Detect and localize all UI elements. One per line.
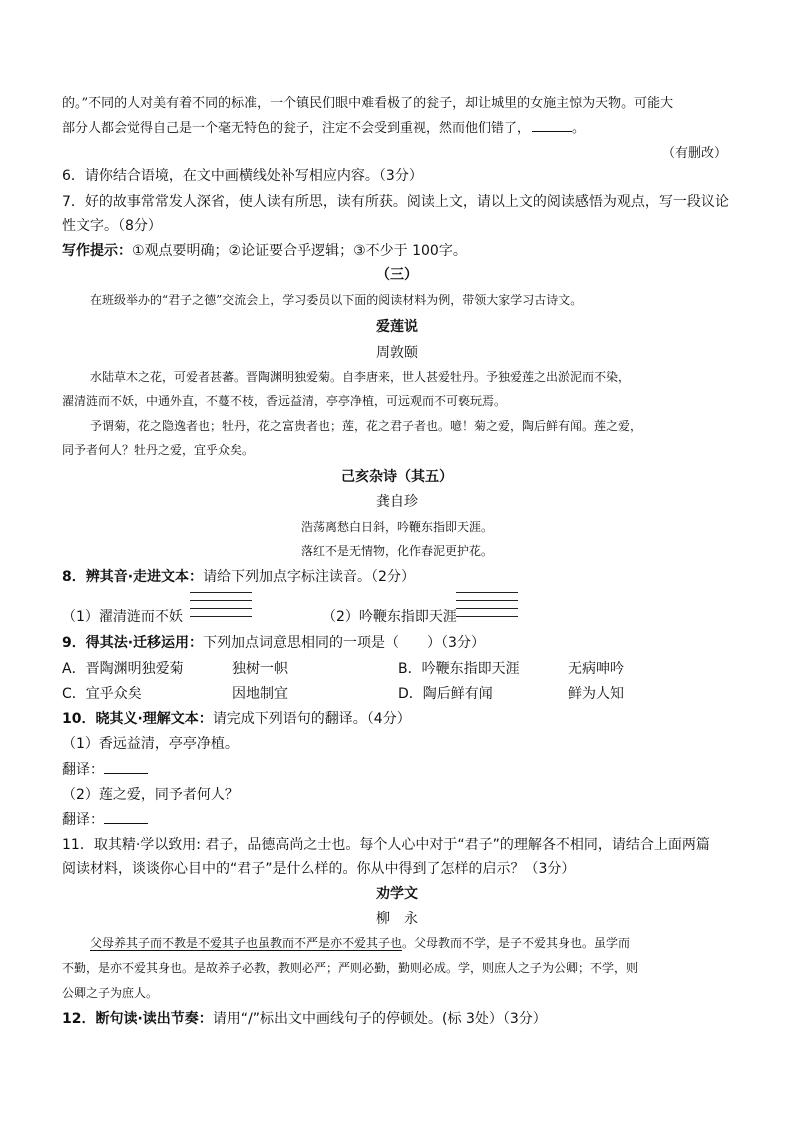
option-b[interactable]: B．吟鞭东指即天涯 [398,661,520,677]
question-10 [62,708,411,728]
question-7-line: 性文字。（8分） [62,218,162,234]
prose-line: 濯清涟而不妖，中通外直，不蔓不枝，香远益清，亭亭净植，可远观而不可亵玩焉。 [62,394,507,408]
option-b-pair: 无病呻吟 [568,661,624,677]
passage-text: 部分人都会觉得自己是一个毫无特色的瓮子，注定不会受到重视，然而他们错了， [62,121,531,136]
pinyin-line [190,600,252,601]
question-10-item: （2）莲之爱，同予者何人？ [62,787,239,803]
poem-title: 爱莲说 [376,319,418,335]
passage-line [62,117,585,136]
question-11-line: 11．取其精·学以致用: 君子，品德高尚之士也。每个人心中对于“君子”的理解各不相同，请结合上面两篇 [62,837,710,853]
poem-author: 龚自珍 [376,494,418,510]
question-11-line: 阅读材料，谈谈你心目中的“君子”是什么样的。你从中得到了怎样的启示？（3分） [62,861,576,877]
pinyin-line [456,600,518,601]
pinyin-line[interactable] [456,616,518,617]
question-10-label: 10．晓其义·理解文本： [62,711,213,727]
question-12 [62,1008,547,1028]
question-12-text: 请用“/”标出文中画线句子的停顿处。(标 3处）（3分） [212,1011,547,1027]
question-12-label: 12．断句读·读出节奏： [62,1011,213,1027]
question-10-item: （1）香远益清，亭亭净植。 [62,736,239,752]
section-heading: （三） [376,267,418,283]
prose-line: 水陆草木之花，可爱者甚蕃。晋陶渊明独爱菊。自李唐来，世人甚爱牡丹。予独爱莲之出淤泥而不染， [90,370,631,384]
writing-tip [62,240,467,260]
answer-blank[interactable] [532,119,572,132]
pinyin-line [190,608,252,609]
option-a-pair: 独树一帜 [232,661,288,677]
pinyin-line [190,592,252,593]
translate-line [62,809,148,829]
prose-line: 予谓菊，花之隐逸者也；牡丹，花之富贵者也；莲，花之君子者也。噫！菊之爱，陶后鲜有闻。莲之爱， [90,419,643,433]
section-intro: 在班级举办的“君子之德”交流会上，学习委员以下面的阅读材料为例，带领大家学习古诗文。 [90,293,583,307]
question-10-text: 请完成下列语句的翻译。（4分） [212,711,411,727]
essay-text: 。父母教而不学，是子不爱其身也。虽学而 [402,936,631,950]
question-8-item: （1）濯清涟而不妖 [62,609,183,625]
option-c[interactable]: C．宜乎众矣 [62,686,142,702]
pinyin-line [456,608,518,609]
essay-line [90,934,630,951]
pinyin-line[interactable] [190,616,252,617]
question-9-label: 9．得其法·迁移运用： [62,635,204,651]
option-a[interactable]: A．晋陶渊明独爱菊 [62,661,184,677]
underlined-sentence: 父母养其子而不教是不爱其子也虽教而不严是亦不爱其子也 [90,936,403,950]
question-8-text: 请给下列加点字标注读音。（2分） [203,569,415,585]
option-d[interactable]: D．陶后鲜有闻 [398,686,493,702]
question-6: 6．请你结合语境，在文中画横线处补写相应内容。（3分） [62,168,423,184]
question-9 [62,632,485,652]
option-d-pair: 鲜为人知 [568,686,624,702]
passage-line: 的。”不同的人对美有着不同的标准，一个镇民们眼中难看极了的瓮子，却让城里的女施主惊为天物。可能大 [62,96,674,111]
essay-line: 不勤，是亦不爱其身也。是故养子必教，教则必严；严则必勤，勤则必成。学，则庶人之子为公卿；不学，则 [62,961,639,975]
poem-title: 己亥杂诗（其五） [341,469,453,485]
question-9-text: 下列加点词意思相同的一项是（ ）（3分） [203,635,485,651]
translate-line [62,759,148,779]
question-8-item: （2）吟鞭东指即天涯 [322,609,457,625]
translate-label: 翻译： [62,812,104,828]
passage-text: 。 [572,121,586,136]
essay-title: 劝学文 [376,886,418,902]
poem-line: 落红不是无情物，化作春泥更护花。 [300,544,493,558]
poem-line: 浩荡离愁白日斜，吟鞭东指即天涯。 [300,520,493,534]
essay-line: 公卿之子为庶人。 [62,986,159,1000]
pinyin-line [456,592,518,593]
source-note: （有删改） [662,146,728,161]
question-8 [62,566,415,586]
question-8-label: 8．辨其音·走进文本： [62,569,204,585]
poem-author: 周敦颐 [376,345,418,361]
translate-label: 翻译： [62,762,104,778]
essay-author: 柳 永 [376,911,418,927]
option-c-pair: 因地制宜 [232,686,288,702]
translate-blank[interactable] [104,761,148,774]
writing-tip-text: ①观点要明确；②论证要合乎逻辑；③不少于 100字。 [132,243,467,259]
translate-blank[interactable] [104,811,148,824]
writing-tip-label: 写作提示： [62,243,132,259]
prose-line: 同予者何人？牡丹之爱，宜乎众矣。 [62,443,255,457]
question-7-line: 7．好的故事常常发人深省，使人读有所思，读有所获。阅读上文，请以上文的阅读感悟为观点，写一段议论 [62,194,729,210]
